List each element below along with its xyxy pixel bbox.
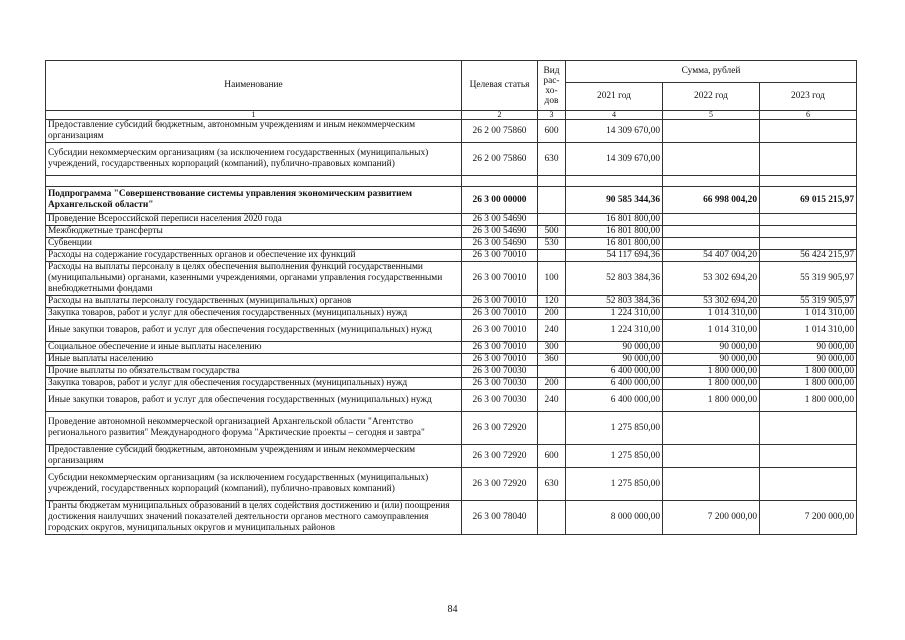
row-sum-2023: 1 800 000,00 [760,378,857,390]
table-row [46,296,857,308]
row-name: Прочие выплаты по обязательствам государства [46,366,462,378]
row-target-article: 26 3 00 70010 [462,342,538,354]
row-sum-2022 [663,176,760,187]
row-name: Межбюджетные трансферты [46,226,462,238]
header-vid-line: дов [544,95,559,106]
row-sum-2022 [663,412,760,445]
row-name: Проведение Всероссийской переписи населения 2020 года [46,214,462,226]
table-row [46,501,857,535]
row-sum-2022 [663,143,760,176]
row-expense-type [538,187,566,214]
header-year-2022: 2022 год [663,83,760,111]
header-year-2023: 2023 год [760,83,857,111]
row-sum-2022: 1 014 310,00 [663,308,760,320]
table-row [46,445,857,468]
row-target-article: 26 3 00 54690 [462,226,538,238]
table-row [46,238,857,250]
row-name: Расходы на выплаты персоналу государственных (муниципальных) органов [46,296,462,308]
row-sum-2023 [760,445,857,468]
row-sum-2022: 54 407 004,20 [663,250,760,262]
row-sum-2021: 1 224 310,00 [566,320,663,342]
header-name: Наименование [46,61,462,111]
row-expense-type: 300 [538,342,566,354]
row-sum-2023 [760,143,857,176]
row-name: Социальное обеспечение и иные выплаты населению [46,342,462,354]
table-row [46,308,857,320]
row-name: Гранты бюджетам муниципальных образований в целях содействия достижению и (или) поощрения достижения наилучших значений показателей деятельности органов местного самоуправления городских округов, муниципальных округов и муниципальных районов [46,501,462,535]
row-expense-type: 500 [538,226,566,238]
row-sum-2022 [663,238,760,250]
row-sum-2021: 16 801 800,00 [566,214,663,226]
header-year-2021: 2021 год [566,83,663,111]
table-row [46,226,857,238]
table-row [46,187,857,214]
row-sum-2022 [663,120,760,143]
row-sum-2022 [663,468,760,501]
table-row [46,120,857,143]
row-expense-type: 600 [538,120,566,143]
header-sum: Сумма, рублей [566,61,857,83]
row-target-article: 26 3 00 70010 [462,250,538,262]
column-number: 1 [46,111,462,120]
table-row [46,143,857,176]
row-sum-2023: 1 014 310,00 [760,308,857,320]
row-sum-2021: 90 000,00 [566,354,663,366]
column-number: 4 [566,111,663,120]
table-row [46,354,857,366]
header-vid-line: Вид [543,65,560,76]
table-row [46,320,857,342]
row-sum-2021: 16 801 800,00 [566,238,663,250]
page-number: 84 [447,604,458,615]
row-sum-2021: 6 400 000,00 [566,378,663,390]
row-sum-2021: 14 309 670,00 [566,120,663,143]
row-sum-2022: 7 200 000,00 [663,501,760,535]
row-sum-2022: 1 800 000,00 [663,378,760,390]
row-target-article: 26 3 00 00000 [462,187,538,214]
row-target-article: 26 3 00 70030 [462,366,538,378]
row-sum-2021: 6 400 000,00 [566,366,663,378]
row-sum-2021: 1 275 850,00 [566,412,663,445]
row-sum-2023: 1 800 000,00 [760,366,857,378]
row-expense-type [538,176,566,187]
row-expense-type: 200 [538,378,566,390]
header-vid-line: хо- [545,85,558,96]
column-number: 5 [663,111,760,120]
row-expense-type: 240 [538,320,566,342]
row-sum-2021: 90 585 344,36 [566,187,663,214]
row-name: Проведение автономной некоммерческой организацией Архангельской области "Агентство регионального развития" Международного форума "Арктические проекты – сегодня и завтра" [46,412,462,445]
row-name: Иные закупки товаров, работ и услуг для обеспечения государственных (муниципальных) нужд [46,390,462,412]
row-sum-2023 [760,214,857,226]
row-target-article: 26 3 00 78040 [462,501,538,535]
row-target-article [462,176,538,187]
table-row [46,342,857,354]
row-expense-type [538,412,566,445]
row-expense-type: 630 [538,143,566,176]
header-vid [538,61,566,111]
row-sum-2021 [566,176,663,187]
row-sum-2022: 1 800 000,00 [663,366,760,378]
row-sum-2021: 52 803 384,36 [566,262,663,296]
row-sum-2022: 90 000,00 [663,354,760,366]
row-name: Иные выплаты населению [46,354,462,366]
row-sum-2023 [760,468,857,501]
row-expense-type: 530 [538,238,566,250]
row-sum-2023: 7 200 000,00 [760,501,857,535]
row-sum-2023 [760,412,857,445]
row-sum-2021: 14 309 670,00 [566,143,663,176]
row-sum-2023: 55 319 905,97 [760,262,857,296]
table-row [46,250,857,262]
table-row [46,366,857,378]
row-name: Субсидии некоммерческим организациям (за исключением государственных (муниципальных) учреждений, государственных корпораций (компаний), публично-правовых компаний) [46,143,462,176]
row-expense-type [538,250,566,262]
row-name: Подпрограмма "Совершенствование системы управления экономическим развитием Архангельской области" [46,187,462,214]
row-sum-2022: 53 302 694,20 [663,296,760,308]
row-target-article: 26 3 00 70030 [462,390,538,412]
row-sum-2023 [760,120,857,143]
row-sum-2023: 90 000,00 [760,342,857,354]
row-sum-2023 [760,238,857,250]
table-row [46,262,857,296]
row-sum-2022: 1 014 310,00 [663,320,760,342]
row-sum-2023: 90 000,00 [760,354,857,366]
row-name: Предоставление субсидий бюджетным, автономным учреждениям и иным некоммерческим организациям [46,445,462,468]
row-sum-2022: 66 998 004,20 [663,187,760,214]
row-sum-2023: 69 015 215,97 [760,187,857,214]
row-sum-2021: 52 803 384,36 [566,296,663,308]
row-target-article: 26 3 00 54690 [462,214,538,226]
row-target-article: 26 3 00 72920 [462,445,538,468]
column-number: 2 [462,111,538,120]
row-name: Субсидии некоммерческим организациям (за исключением государственных (муниципальных) учреждений, государственных корпораций (компаний), публично-правовых компаний) [46,468,462,501]
row-expense-type: 630 [538,468,566,501]
row-sum-2022: 1 800 000,00 [663,390,760,412]
row-name: Иные закупки товаров, работ и услуг для обеспечения государственных (муниципальных) нужд [46,320,462,342]
row-sum-2023: 1 800 000,00 [760,390,857,412]
row-name: Субвенции [46,238,462,250]
row-expense-type [538,501,566,535]
row-target-article: 26 3 00 70010 [462,296,538,308]
table-row [46,176,857,187]
column-number: 6 [760,111,857,120]
row-sum-2021: 6 400 000,00 [566,390,663,412]
header-vid-line: рас- [543,75,560,86]
row-name [46,176,462,187]
row-name: Закупка товаров, работ и услуг для обеспечения государственных (муниципальных) нужд [46,378,462,390]
row-target-article: 26 3 00 70010 [462,262,538,296]
row-name: Предоставление субсидий бюджетным, автономным учреждениям и иным некоммерческим организациям [46,120,462,143]
header-code: Целевая статья [462,61,538,111]
row-sum-2022: 53 302 694,20 [663,262,760,296]
table-row [46,390,857,412]
row-sum-2021: 1 275 850,00 [566,468,663,501]
row-expense-type: 360 [538,354,566,366]
row-target-article: 26 2 00 75860 [462,120,538,143]
row-sum-2021: 90 000,00 [566,342,663,354]
row-expense-type [538,366,566,378]
row-expense-type: 240 [538,390,566,412]
table-row [46,378,857,390]
row-sum-2021: 16 801 800,00 [566,226,663,238]
table-row [46,412,857,445]
row-target-article: 26 3 00 72920 [462,468,538,501]
row-target-article: 26 3 00 54690 [462,238,538,250]
row-name: Расходы на содержание государственных органов и обеспечение их функций [46,250,462,262]
row-expense-type: 120 [538,296,566,308]
row-sum-2022 [663,226,760,238]
row-sum-2023 [760,176,857,187]
row-sum-2021: 1 275 850,00 [566,445,663,468]
row-target-article: 26 3 00 72920 [462,412,538,445]
row-sum-2021: 1 224 310,00 [566,308,663,320]
row-sum-2023: 1 014 310,00 [760,320,857,342]
row-expense-type [538,214,566,226]
row-sum-2021: 8 000 000,00 [566,501,663,535]
row-sum-2023: 55 319 905,97 [760,296,857,308]
row-target-article: 26 3 00 70010 [462,354,538,366]
row-target-article: 26 2 00 75860 [462,143,538,176]
row-name: Закупка товаров, работ и услуг для обеспечения государственных (муниципальных) нужд [46,308,462,320]
table-row [46,214,857,226]
row-expense-type: 100 [538,262,566,296]
row-target-article: 26 3 00 70010 [462,320,538,342]
row-target-article: 26 3 00 70010 [462,308,538,320]
row-expense-type: 600 [538,445,566,468]
row-expense-type: 200 [538,308,566,320]
column-number: 3 [538,111,566,120]
row-sum-2022 [663,445,760,468]
row-sum-2023: 56 424 215,97 [760,250,857,262]
row-sum-2022: 90 000,00 [663,342,760,354]
row-target-article: 26 3 00 70030 [462,378,538,390]
row-sum-2022 [663,214,760,226]
row-name: Расходы на выплаты персоналу в целях обеспечения выполнения функций государственными (муниципальными) органами, казенными учреждениями, органами управления государственными внебюджетными фондами [46,262,462,296]
row-sum-2021: 54 117 694,36 [566,250,663,262]
row-sum-2023 [760,226,857,238]
budget-table [45,60,857,535]
table-row [46,468,857,501]
